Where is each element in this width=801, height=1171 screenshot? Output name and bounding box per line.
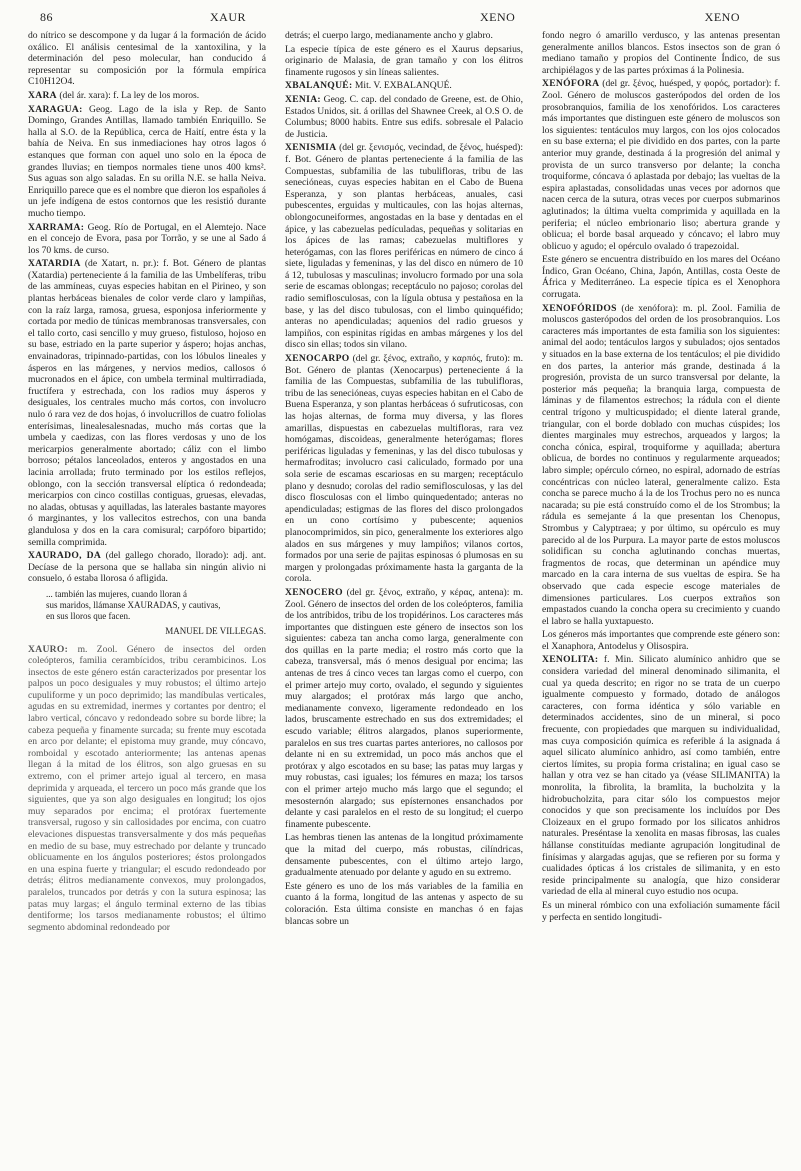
entry-text: Los géneros más importantes que comprende este género son: el Xanaphora, Antodelus y Olisospira.: [542, 629, 780, 652]
entry-headword: XENIA:: [285, 93, 321, 105]
dictionary-entry: [285, 587, 523, 830]
entry-text: Este género se encuentra distribuído en los mares del Océano Índico, Gran Océano, China, Japón, Antillas, costa Oeste de África y Mediterráneo. La especie típica es el Xenophora corrugata.: [542, 254, 780, 301]
dictionary-entry: [28, 104, 266, 220]
dictionary-entry: [285, 94, 523, 140]
dictionary-entry: [285, 30, 523, 42]
page-body: [28, 30, 780, 1162]
dictionary-entry: [28, 644, 266, 934]
dictionary-entry: [285, 881, 523, 927]
entry-text: Geog. Río de Portugal, en el Alemtejo. Nace en el concejo de Evora, pasa por Torrão, y se une al Sado á los 70 kms. de curso.: [28, 221, 266, 256]
dictionary-entry: [285, 44, 523, 79]
dictionary-entry: [28, 90, 266, 102]
entry-text: f. Min. Silicato alumínico anhidro que se considera variedad del mineral denominado silimanita, el cual ya queda descrito; en rigor no se trata de un cuerpo igualmente compuesto y formado, dotado de análogos caracteres, con forma idéntica y sólo variable en determinados accidentes, sino de un mineral, si poco frecuente, con propiedades que marquen su individualidad, mas cuya composición química es referible á la asignada á aquel silicato alumínico anhidro, así como también, entre ciertos límites, su propia forma cristalina; en igual caso se hallan y otra vez se han citado ya (véase SILIMANITA) la monrolita, la fibrolita, la bramlita, la bucholzita y la hidrobucholzita, para citar sólo los compuestos mejor conocidos y que son precisamente los incluídos por Des Cloizeaux en el grupo formado por los silicatos anhidros naturales. Preséntase la xenolita en masas fibrosas, las cuales hállanse constituídas mediante agrupación longitudinal de finísimas y alargadas agujas, que se refieren por su forma y cualidades ópticas á los cristales de silimanita, y en esto reside principalmente su analogía, que hizo considerar variedad de ella al mineral cuyo estudio nos ocupa.: [542, 654, 780, 898]
entry-text: Las hembras tienen las antenas de la longitud próximamente que la mitad del cuerpo, más robustas, cilíndricas, densamente pubescentes, con el último artejo largo, gradualmente atenuado por delante y agudo en su extremo.: [285, 832, 523, 879]
entry-headword: XATARDIA: [28, 258, 81, 270]
entry-headword: XARRAMA:: [28, 221, 85, 233]
column-2: [285, 30, 523, 1162]
entry-text: La especie típica de este género es el Xaurus depsarius, originario de Malasia, de gran tamaño y con los élitros finamente rugosos y sin líneas salientes.: [285, 43, 523, 78]
quotation-author: MANUEL DE VILLEGAS.: [165, 625, 266, 636]
entry-text: (del gr. ξένος, extraño, y καρπός, fruto): m. Bot. Género de plantas (Xenocarpus) perteneciente á la familia de las Compuestas, subfamilia de las tubulifloras, tribu de las senecióneas, cuyas especies habitan en el Cabo de Buena Esperanza, y son plantas herbáceas ó sufruticosas, con las hojas alternas, de forma muy diversa, y las flores amarillas, dispuestas en cabezuelas multifloras, rara vez homógamas, discoideas, generalmente heterógamas; flores periféricas liguladas y femeninas, y las del disco tubulosas y hermafroditas; involucro casi caliculado, formado por una sola serie de escamas escariosas en su margen; receptáculo plano y desnudo; corolas del radio semiflosculosas, y las del disco flosculosas con el limbo quinquedentado; anteras no apendiculadas; estigmas de las flores del disco prolongados en un cono cortísimo y pubescente; aquenios planocomprimidos, sin pico, generalmente los exteriores algo alados en sus márgenes y muy lampiños; vilanos cortos, formados por una serie de pajitas espinosas ó plumosas en su margen y prolongadas próximamente hasta la garganta de la corola.: [285, 353, 523, 585]
running-head-right: XENO: [704, 10, 740, 24]
entry-text: (del ár. xara): f. La ley de los moros.: [59, 89, 200, 101]
dictionary-entry: [28, 222, 266, 257]
entry-text: Geog. C. cap. del condado de Greene, est. de Ohio, Estados Unidos, sit. á orillas del Shawnee Creek, al O.S O. de Columbus; 8000 habits. Entre sus edifs. sobresale el Palacio de Justicia.: [285, 93, 523, 140]
entry-headword: XARA: [28, 89, 57, 101]
entry-headword: XENISMIA: [285, 142, 337, 154]
quotation-line: en sus lloros que facen.: [46, 610, 131, 621]
quotation-line: sus maridos, llámanse XAURADAS, y cautivas,: [46, 599, 221, 610]
column-3: [542, 30, 780, 1162]
entry-headword: XENÓFORA: [542, 78, 600, 90]
dictionary-entry: [542, 254, 780, 300]
entry-headword: XENOLITA:: [542, 654, 599, 666]
running-head-middle: XENO: [480, 10, 516, 24]
dictionary-entry: [285, 832, 523, 878]
entry-text: fondo negro ó amarillo verdusco, y las antenas presentan generalmente anillos blancos. Estos insectos son de gran ó mediano tamaño y propios del Continente Índico, de sus archipiélagos y de las partes próximas á la Polinesia.: [542, 30, 780, 76]
entry-text: Este género es uno de los más variables de la familia en cuanto á la forma, longitud de las antenas y aspecto de su coloración. Esta última consiste en manchas ó en fajas blancas sobre un: [285, 880, 523, 927]
entry-headword: XENOCARPO: [285, 353, 350, 365]
dictionary-entry: [542, 900, 780, 923]
dictionary-entry: [542, 30, 780, 76]
entry-headword: XBALANQUÉ:: [285, 80, 353, 92]
entry-headword: XENOCERO: [285, 586, 343, 598]
running-head-left: XAUR: [210, 10, 247, 24]
entry-headword: XENOFÓRIDOS: [542, 302, 617, 314]
entry-text: m. Zool. Género de insectos del orden coleópteros, familia cerambícidos, tribu cerambicinos. Los insectos de este género están caracterizados por presentar los palpos un poco desiguales y muy robustos; el último artejo cupuliforme y un poco deprimido; las mandíbulas verticales, agudas en su extremidad, inermes y cortantes por dentro; el labro vertical, cóncavo y redondeado sobre su borde libre; la cabeza pequeña y finamente surcada; su frente muy escotada en arco por delante; el epistoma muy grande, muy cóncavo, romboidal y escotado anteriormente; las antenas apenas llegan á la mitad de los élitros, son algo gruesas en su extremo, con el primer artejo igual al tercero, en masa deprimida y arqueada, el tercero un poco más grande que los siguientes, que ya son algo desiguales en longitud; los ojos muy separados por encima; el protórax fuertemente transversal, rugoso y sin callosidades por encima, con cuatro elevaciones dispuestas transversalmente y dos más pequeñas en medio de su base, muy estrechado por delante y truncado oblicuamente en los ángulos posteriores; éstos prolongados en una espina fuerte y triangular; el escudo redondeado por detrás; élitros medianamente convexos, muy prolongados, paralelos, truncados por detrás y con la sutura espinosa; las patas muy largas; el ángulo terminal externo de las tibias dentiforme; los tarsos medianamente robustos; el último segmento abdominal redondeado por: [28, 643, 266, 933]
dictionary-entry: [28, 258, 266, 548]
entry-text: do nítrico se descompone y da lugar á la formación de ácido oxálico. El análisis centesimal de la xantoxilina, y la determinación del peso molecular, han conducido á representar su composición por la fórmula empírica C10H12O4.: [28, 30, 266, 88]
page-header: [40, 8, 780, 28]
dictionary-entry: [542, 303, 780, 628]
dictionary-entry: [28, 30, 266, 88]
entry-headword: XAURO:: [28, 643, 69, 655]
dictionary-entry: [285, 353, 523, 585]
entry-text: (de Xatart, n. pr.): f. Bot. Género de plantas (Xatardia) perteneciente á la familia de las Umbelíferas, tribu de las ammíneas, cuyas especies habitan en el Pirineo, y son plantas herbáceas bienales de color verde claro y lampiñas, con la raíz larga, ramosa, gruesa, esponjosa inferiormente y cortada por medio de túnicas membranosas transversales, con el tallo corto, casi sencillo y muy grueso, fistuloso, hojoso en su base, estriado en la parte superior y áspero; hojas anchas, envainadoras, tripinnado-partidas, con los lóbulos lineales y ásperos en las márgenes, y nervios medios, callosos ó mucronados en el ápice, con umbela terminal multirradiada, fructífera y estrechada, con los radios muy ásperos y desiguales, los centrales mucho más cortos, con involucro nulo ó rara vez de dos hojas, ó involucrillos de cuatro foliolas enterísimas, linealesalesnadas, mucho más cortas que la umbela y caedizas, con las flores verdosas y uno de los mericarpios generalmente abortado; cáliz con el limbo borroso; pétalos lanceolados, enteros y angostados en una lacinia arrollada; fruto terminado por los estilos reflejos, oblongo, con la sección transversal elíptica ó redondeada; mericarpios con cinco costillas contiguas, gruesas, elevadas, no aladas, obtusas y aquilladas, las laterales bastante mayores ó marginantes, y los vallecitos estrechos, con una banda glandulosa y dos en la cara comisural; carpóforo bipartido; semilla comprimida.: [28, 258, 266, 548]
entry-headword: XAURADO, DA: [28, 550, 102, 562]
entry-text: (del gr. ξενισμός, vecindad, de ξένος, huésped): f. Bot. Género de plantas perteneciente á la familia de las Compuestas, subfamilia de las tubulifloras, tribu de las senecióneas, cuyas especies habitan en el Cabo de Buena Esperanza, y son plantas herbáceas, anuales, casi pubescentes, erguidas y multicaules, con las hojas alternas, oblongocuneiformes, angostadas en la base y dentadas en el ápice, y las cabezuelas pedículadas, pequeñas y solitarias en los ápices de las ramas; cabezuelas multiflores y heterógamas, con las flores periféricas en número de cinco á siete, liguladas y femeninas, y las del disco en número de 10 á 12, tubulosas y masculinas; involucro formado por una sola serie de escamas oblongas; receptáculo no pajoso; corolas del radio semiflosculosas, con la lígula obtusa y pestañosa en la base, y las del disco tubulosas, con el limbo quinquéfido; anteras no apendiculadas; aquenios del radio gruesos y lampiños, con espinitas rígidas en ambas márgenes y los del disco sin ellas; todos sin vilano.: [285, 142, 523, 351]
entry-text: (del gallego chorado, llorado): adj. ant. Decíase de la persona que se hallaba sin ningún alivio ni consuelo, ó estaba llorosa ó afligida.: [28, 550, 266, 585]
dictionary-entry: [285, 142, 523, 351]
entry-text: Es un mineral rómbico con una exfoliación sumamente fácil y perfecta en sentido longitudi-: [542, 899, 780, 923]
entry-text: (del gr. ξένος, extraño, y κέρας, antena): m. Zool. Género de insectos del orden de los coleópteros, familia de los antríbidos, tribu de los tropidérinos. Los caracteres más importantes que distinguen este género de insectos son los siguientes: cabeza tan ancha como larga, generalmente con dos quillas en la parte media; el rostro más corto que la cabeza, transversal, más ó menos desigual por encima; las antenas de tres á cinco veces tan largas como el cuerpo, con el primer artejo muy corto, ovalado, el segundo y siguientes muy alargados; el protórax más largo que ancho, medianamente convexo, ligeramente redondeado en los lados, bruscamente estrechado en sus dos extremidades; el escudo variable; élitros alargados, planos superiormente, paralelos en sus tres cuartas partes anteriores, no callosos por delante ni en su extremidad, un poco más anchos que el protórax y algo escotados en su base; las patas muy largas y muy robustas, casi iguales; los fémures en maza; los tarsos con el primer artejo mucho más largo que el segundo; el mesosternón alargado; sus epísternones ensanchados por delante y casi paralelos en el resto de su longitud; el cuerpo finamente pubescente.: [285, 586, 523, 830]
entry-text: detrás; el cuerpo largo, medianamente ancho y glabro.: [285, 30, 493, 41]
dictionary-entry: [285, 80, 523, 92]
page-number: 86: [40, 10, 53, 24]
column-1: [28, 30, 266, 1162]
quotation-block: [46, 589, 266, 622]
entry-text: (del gr. ξένος, huésped, y φορός, portador): f. Zool. Género de moluscos gasterópodos del orden de los prosobranquios, familia de los xenofóridos. Los caracteres más importantes que distinguen este género de moluscos son los siguientes: tentáculos muy largos, con los ojos colocados en su base externa; el pie dividido en dos partes, con la parte anterior muy grande, destinada á la progresión del animal y provista de un surco transverso por delante; la concha troquiforme, cóncava ó aplastada por debajo; las vueltas de la espira aplastadas, consolidadas unas veces por adornos que nacen cerca de la sutura, otras veces por cuerpos submarinos aglutinados; la última vuelta comprimida y aquillada en la periferia; el núcleo embrionario liso; abertura grande y oblicua; el borde basal arqueado y cóncavo; el labro muy oblicuo y agudo; el opérculo ovalado ó trapezoidal.: [542, 78, 780, 252]
quotation-line: ... también las mujeres, cuando lloran á: [46, 588, 187, 599]
dictionary-entry: [542, 78, 780, 252]
entry-text: Geog. Lago de la isla y Rep. de Santo Domingo, Grandes Antillas, llamado también Enriquillo. Se halla al S.O. de la República, cerca de Haití, entre ésta y la bahía de Neiva. En sus inmediaciones hay otros lagos ó estanques que forman con aquel uno solo en la época de grandes lluvias; en tiempos normales tiene unos 400 kms². Sus aguas son algo saladas. En su orilla N.E. se halla Neiva. Enriquillo parece que es el nombre que dieron los españoles á un jefe indígena de estos contornos que les resistió durante mucho tiempo.: [28, 103, 266, 219]
entry-text: Mit. V. EXBALANQUÉ.: [354, 80, 452, 92]
dictionary-entry: [542, 654, 780, 897]
dictionary-entry: [28, 550, 266, 585]
dictionary-entry: [542, 629, 780, 652]
entry-headword: XARAGUA:: [28, 103, 83, 115]
entry-text: (de xenófora): m. pl. Zool. Familia de moluscos gasterópodos del orden de los prosobranquios. Los caracteres más importantes de esta familia son los siguientes: animal del aodo; tentáculos largos y subulados; ojos sentados y situados en la base externa de los tentáculos; el pie dividido en dos partes, la anterior más grande, destinada á la progresión, provista de un surco transversal por delante, la posterior más pequeña; la branquia larga, compuesta de láminas y de filamentos estrechos; la rádula con el diente central trígono y multicuspidado; el diente lateral grande, triangular, con el borde doblado con muchas cúspides; los dientes marginales muy estrechos, arqueados y largos; la concha cónica, espiral, troquiforme y aquillada; abertura oblicua, de bordes no continuos y regularmente arqueados; labro simple; opérculo córneo, no espiral, adornado de estrías concéntricas con núcleo lateral, generalmente calizo. Esta concha se parece mucho á la de los Trochus pero no es nunca nacarada; su pie está construído como el de los Strombus; la rádula es semejante á la que presentan los Chenopus, Strombus y Calyptraea; y por último, su opérculo es muy parecido al de los Purpura. La mayor parte de estos moluscos solidifican su concha aglutinando conchas muertas, fragmentos de rocas, que determinan un apéndice muy marcado en la cara interna de sus vueltas de espira. Se ha observado que cada especie escoge materiales de dimensiones particulares. Los cuerpos extraños son empastados cuando la concha opera su crecimiento y cuando el labro se halla yuxtapuesto.: [542, 302, 780, 627]
